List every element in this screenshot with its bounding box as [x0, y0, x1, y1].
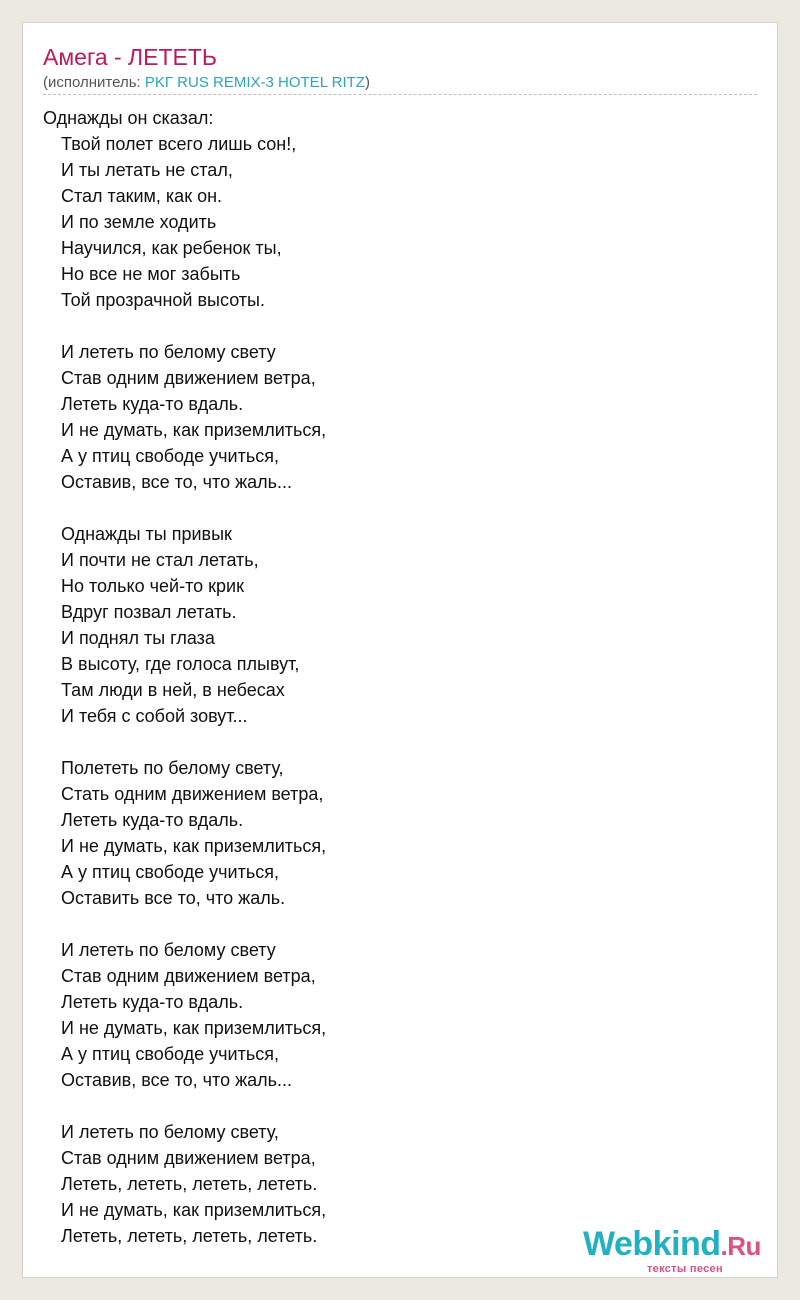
lyric-line: И не думать, как приземлиться, [61, 420, 327, 440]
lyric-line: И тебя с собой зовут... [61, 706, 248, 726]
lyric-line: И по земле ходить [61, 212, 217, 232]
lyric-line: И не думать, как приземлиться, [61, 1200, 327, 1220]
performer-prefix: (исполнитель: [43, 74, 145, 91]
lyric-line: И поднял ты глаза [61, 628, 215, 648]
song-title: Амега - ЛЕТЕТЬ [43, 44, 218, 70]
title-divider [43, 94, 757, 95]
performer-link[interactable]: PKГ RUS REMIX-3 HOTEL RITZ [144, 74, 365, 91]
stanza-gap [43, 729, 326, 755]
lyric-line: А у птиц свободе учиться, [61, 446, 279, 466]
lyric-line: Той прозрачной высоты. [61, 290, 265, 310]
site-brand[interactable] [583, 1225, 778, 1273]
lyric-line: Оставив, все то, что жаль... [61, 472, 293, 492]
lyric-line: Став одним движением ветра, [61, 368, 316, 388]
lyric-line: Полететь по белому свету, [61, 758, 284, 778]
lyric-line: Там люди в ней, в небесах [61, 680, 285, 700]
lyric-line: В высоту, где голоса плывут, [61, 654, 300, 674]
lyric-line: И не думать, как приземлиться, [61, 1018, 327, 1038]
brand-name: Webkind [583, 1225, 721, 1263]
lyric-line: Лететь, лететь, лететь, лететь. [61, 1174, 318, 1194]
lyric-line: И лететь по белому свету [61, 940, 276, 960]
stanza-gap [43, 911, 326, 937]
lyric-line: Лететь куда-то вдаль. [61, 992, 244, 1012]
lyric-line: Вдруг позвал летать. [61, 602, 237, 622]
lyric-line: Став одним движением ветра, [61, 1148, 316, 1168]
lyric-line: Стать одним движением ветра, [61, 784, 324, 804]
lyric-line: Лететь куда-то вдаль. [61, 394, 244, 414]
lyric-line: Но все не мог забыть [61, 264, 241, 284]
stanza-gap [43, 313, 326, 339]
lyrics-card [22, 22, 778, 1278]
lyric-line: И ты летать не стал, [61, 160, 233, 180]
lyric-line: Лететь, лететь, лететь, лететь. [61, 1226, 318, 1246]
lyric-line: Твой полет всего лишь сон!, [61, 134, 297, 154]
stanza-gap [43, 1093, 326, 1119]
lyric-line: Лететь куда-то вдаль. [61, 810, 244, 830]
lyric-line: Но только чей-то крик [61, 576, 244, 596]
lyric-line: И лететь по белому свету, [61, 1122, 279, 1142]
brand-tld: .Ru [720, 1231, 761, 1261]
lyric-line: И лететь по белому свету [61, 342, 276, 362]
brand-tagline: тексты песен [647, 1263, 723, 1275]
lyric-line: И почти не стал летать, [61, 550, 259, 570]
lyrics-text [43, 105, 326, 1249]
lyric-line: Оставить все то, что жаль. [61, 888, 286, 908]
lyric-line: А у птиц свободе учиться, [61, 862, 279, 882]
lyric-line: Научился, как ребенок ты, [61, 238, 282, 258]
performer-line [43, 74, 370, 91]
lyric-line: Оставив, все то, что жаль... [61, 1070, 293, 1090]
stanza-gap [43, 495, 326, 521]
lyric-line: Однажды ты привык [61, 524, 232, 544]
lyric-line: А у птиц свободе учиться, [61, 1044, 279, 1064]
lyric-line: Стал таким, как он. [61, 186, 223, 206]
brand-logo [583, 1225, 761, 1264]
lyric-line: Став одним движением ветра, [61, 966, 316, 986]
performer-suffix: ) [364, 74, 370, 91]
lyric-line: Однажды он сказал: [43, 108, 214, 128]
lyric-line: И не думать, как приземлиться, [61, 836, 327, 856]
